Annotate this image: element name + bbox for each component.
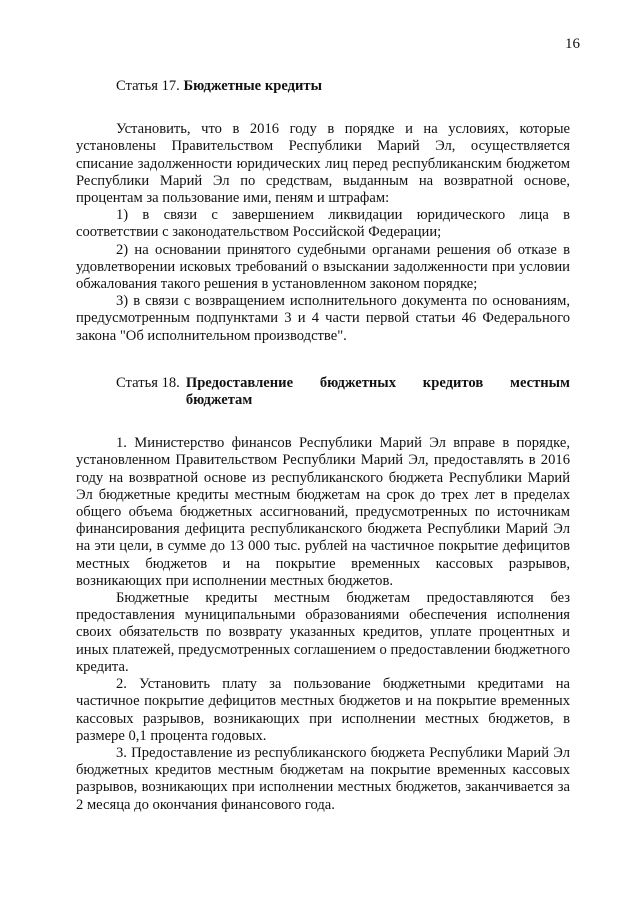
article-18-prefix: Статья 18. — [116, 374, 180, 391]
article-17-name: Бюджетные кредиты — [183, 78, 322, 94]
article-18-paragraph: Бюджетные кредиты местным бюджетам предоставляются без предоставления муниципальными образованиями обеспечения исполнения своих обязательств по возврату указанных кредитов, уплате процентных и иных платежей, предусмотренных соглашением о предоставлении бюджетного кредита. — [76, 590, 570, 675]
document-body — [76, 78, 570, 814]
article-17-item-3: 3) в связи с возвращением исполнительного документа по основаниям, предусмотренным подпунктами 3 и 4 части первой статьи 46 Федерального закона "Об исполнительном производстве". — [76, 293, 570, 344]
article-17-prefix: Статья 17. — [116, 78, 180, 94]
article-18-part-3: 3. Предоставление из республиканского бюджета Республики Марий Эл бюджетных кредитов местным бюджетам на покрытие временных кассовых разрывов, возникающих при исполнении местных бюджетов, заканчивается за 2 месяца до окончания финансового года. — [76, 744, 570, 813]
article-17-body — [76, 121, 570, 345]
article-17-paragraph: Установить, что в 2016 году в порядке и на условиях, которые установлены Правительством Республики Марий Эл, осуществляется списание задолженности юридических лиц перед республиканским бюджетом Республики Марий Эл по средствам, выданным на возвратной основе, процентам за пользование ими, пеням и штрафам: — [76, 121, 570, 207]
article-18-name: Предоставление бюджетных кредитов местным бюджетам — [185, 374, 570, 409]
article-18-title — [76, 375, 570, 409]
article-18-body — [76, 435, 570, 813]
page-number: 16 — [565, 36, 580, 52]
article-17-item-1: 1) в связи с завершением ликвидации юридического лица в соответствии с законодательством Российской Федерации; — [76, 207, 570, 241]
article-18-part-1: 1. Министерство финансов Республики Марий Эл вправе в порядке, установленном Правительством Республики Марий Эл, предоставлять в 2016 году на возвратной основе из республиканского бюджета Республики Марий Эл бюджетные кредиты местным бюджетам на срок до трех лет в пределах общего объема бюджетных ассигнований, предусмотренных по источникам финансирования дефицита республиканского бюджета Республики Марий Эл на эти цели, в сумме до 13 000 тыс. рублей на частичное покрытие дефицитов местных бюджетов и на покрытие временных кассовых разрывов, возникающих при исполнении местных бюджетов. — [76, 435, 570, 589]
article-17-item-2: 2) на основании принятого судебными органами решения об отказе в удовлетворении исковых требований о взыскании задолженности при условии обжалования такого решения в установленном законом порядке; — [76, 241, 570, 293]
article-18-part-2: 2. Установить плату за пользование бюджетными кредитами на частичное покрытие дефицитов местных бюджетов и на покрытие временных кассовых разрывов, возникающих при исполнении местных бюджетов, в размере 0,1 процента годовых. — [76, 676, 570, 744]
article-17-title — [76, 78, 570, 95]
